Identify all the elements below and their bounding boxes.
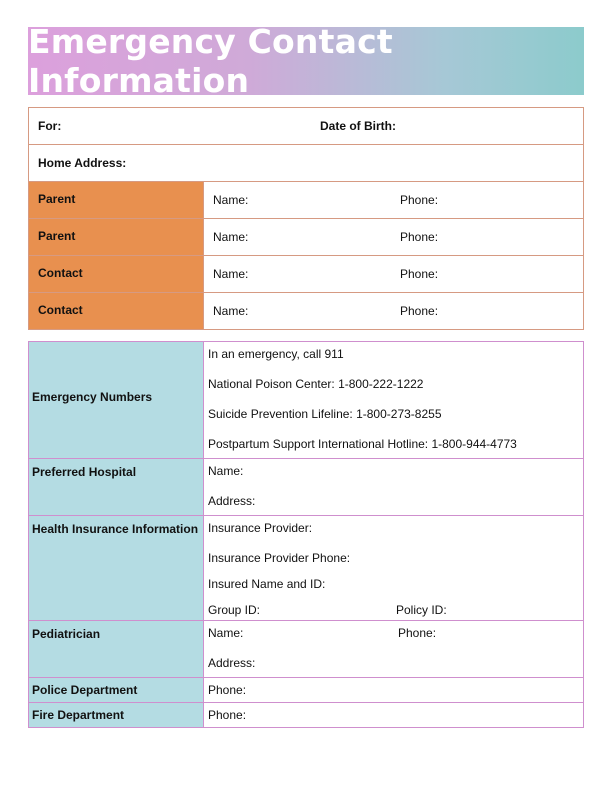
pediatrician-name: Name: [208, 626, 244, 640]
name-label: Name: [213, 267, 249, 281]
group-id-label: Group ID: [208, 603, 261, 617]
emergency-line: Suicide Prevention Lifeline: 1-800-273-8255 [208, 407, 442, 421]
insurance-row [29, 515, 583, 620]
hospital-row [29, 458, 583, 515]
phone-label: Phone: [400, 193, 439, 207]
hospital-label: Preferred Hospital [29, 459, 204, 515]
policy-id-label: Policy ID: [396, 603, 447, 617]
info-table [28, 341, 584, 728]
emergency-numbers-label: Emergency Numbers [29, 342, 204, 458]
title-banner [28, 22, 584, 100]
contact-cell [204, 219, 583, 255]
pediatrician-address: Address: [208, 656, 256, 670]
pediatrician-name-line [208, 621, 579, 651]
name-label: Name: [213, 304, 249, 318]
contacts-table [28, 107, 584, 330]
police-label: Police Department [29, 678, 204, 702]
emergency-line: National Poison Center: 1-800-222-1222 [208, 377, 424, 391]
police-cell [204, 678, 583, 702]
insurance-provider-phone: Insurance Provider Phone: [208, 551, 351, 565]
contact-cell [204, 256, 583, 292]
home-address-row [29, 144, 583, 181]
contact-row [29, 255, 583, 292]
emergency-numbers-row [29, 342, 583, 458]
emergency-line: In an emergency, call 911 [208, 347, 344, 361]
insured-name-id: Insured Name and ID: [208, 577, 326, 591]
pediatrician-cell [204, 621, 583, 677]
name-label: Name: [213, 230, 249, 244]
dob-label: Date of Birth: [320, 119, 396, 133]
hospital-name: Name: [208, 464, 244, 478]
emergency-numbers-cell [204, 342, 583, 458]
home-address-label: Home Address: [38, 156, 127, 170]
police-row [29, 677, 583, 702]
contact-cell [204, 182, 583, 218]
phone-label: Phone: [400, 230, 439, 244]
phone-label: Phone: [400, 304, 439, 318]
emergency-line: Postpartum Support International Hotline: 1-800-944-4773 [208, 437, 517, 451]
group-policy-line [208, 598, 579, 620]
for-cell [29, 108, 583, 144]
phone-label: Phone: [400, 267, 439, 281]
insurance-label: Health Insurance Information [29, 516, 204, 620]
contact-row [29, 218, 583, 255]
contact-row [29, 181, 583, 218]
contact-cell [204, 293, 583, 329]
police-phone: Phone: [208, 683, 247, 697]
fire-cell [204, 703, 583, 727]
contact-row [29, 292, 583, 329]
pediatrician-label: Pediatrician [29, 621, 204, 677]
contact-type-label: Parent [29, 219, 204, 255]
page-title: Emergency Contact Information [28, 22, 393, 100]
for-label: For: [38, 119, 62, 133]
insurance-provider: Insurance Provider: [208, 521, 313, 535]
home-address-cell [29, 145, 583, 181]
name-label: Name: [213, 193, 249, 207]
fire-label: Fire Department [29, 703, 204, 727]
fire-row [29, 702, 583, 727]
insurance-cell [204, 516, 583, 620]
contact-type-label: Contact [29, 293, 204, 329]
contact-type-label: Parent [29, 182, 204, 218]
pediatrician-row [29, 620, 583, 677]
hospital-address: Address: [208, 494, 256, 508]
for-row [29, 108, 583, 144]
hospital-cell [204, 459, 583, 515]
contact-type-label: Contact [29, 256, 204, 292]
pediatrician-phone: Phone: [398, 626, 437, 640]
fire-phone: Phone: [208, 708, 247, 722]
